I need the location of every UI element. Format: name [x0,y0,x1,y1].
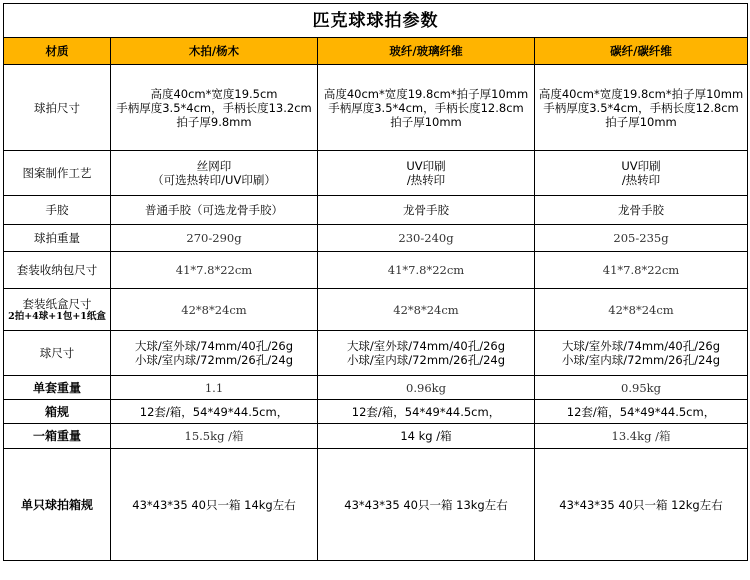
ball-fiberglass-line: 大球/室外球/74mm/40孔/26g [346,339,506,353]
row-bag-size [4,252,748,289]
grip-carbon: 龙骨手胶 [535,196,748,225]
weight-fiberglass: 230-240g [318,225,535,252]
row-label: 球尺寸 [4,331,111,376]
title-row [4,4,748,38]
row-label: 球拍重量 [4,225,111,252]
size-carbon-line: 手柄厚度3.5*4cm，手柄长度12.8cm [543,100,739,115]
bag-fiberglass: 41*7.8*22cm [318,252,535,289]
row-paddle-size [4,65,748,151]
row-carton-weight [4,424,748,449]
size-carbon-line: 高度40cm*宽度19.8cm*拍子厚10mm [538,86,744,101]
set-weight-carbon: 0.95kg [535,376,748,400]
header-carbon: 碳纤/碳纤维 [535,38,748,65]
carton-weight-wood: 15.5kg /箱 [111,424,318,449]
single-carton-carbon: 43*43*35 40只一箱 12kg左右 [535,449,748,561]
bag-carbon: 41*7.8*22cm [535,252,748,289]
row-label [4,289,111,331]
row-ball-size [4,331,748,376]
ball-wood-line: 大球/室外球/74mm/40孔/26g [134,339,294,353]
row-box-size [4,289,748,331]
page-title: 匹克球球拍参数 [4,4,748,38]
pattern-carbon-line: UV印刷 [621,159,661,173]
header-row [4,38,748,65]
size-fiberglass-line: 拍子厚10mm [390,114,462,129]
row-label: 图案制作工艺 [4,151,111,196]
pattern-wood-line: 丝网印 [196,159,232,173]
single-carton-wood: 43*43*35 40只一箱 14kg左右 [111,449,318,561]
ball-carbon-line: 大球/室外球/74mm/40孔/26g [561,339,721,353]
pattern-fiberglass-line: /热转印 [406,173,446,187]
pattern-carbon [535,151,748,196]
ball-fiberglass-line: 小球/室内球/72mm/26孔/24g [346,353,506,367]
pattern-wood-line: （可选热转印/UV印刷） [152,173,276,187]
box-carbon: 42*8*24cm [535,289,748,331]
size-wood-line: 高度40cm*宽度19.5cm [150,86,278,101]
size-wood-line: 拍子厚9.8mm [176,114,252,129]
pattern-fiberglass [318,151,535,196]
pattern-carbon-line: /热转印 [621,173,661,187]
size-fiberglass [318,65,535,151]
row-label: 一箱重量 [4,424,111,449]
set-weight-fiberglass: 0.96kg [318,376,535,400]
row-label: 手胶 [4,196,111,225]
carton-fiberglass: 12套/箱，54*49*44.5cm， [318,400,535,424]
size-fiberglass-line: 手柄厚度3.5*4cm，手柄长度12.8cm [328,100,524,115]
box-wood: 42*8*24cm [111,289,318,331]
pattern-wood [111,151,318,196]
row-paddle-weight [4,225,748,252]
grip-wood: 普通手胶（可选龙骨手胶） [111,196,318,225]
grip-fiberglass: 龙骨手胶 [318,196,535,225]
box-label: 套装纸盒尺寸 [22,296,92,311]
header-fiberglass: 玻纤/玻璃纤维 [318,38,535,65]
row-label: 单只球拍箱规 [4,449,111,561]
size-fiberglass-line: 高度40cm*宽度19.8cm*拍子厚10mm [323,86,529,101]
ball-wood [111,331,318,376]
box-fiberglass: 42*8*24cm [318,289,535,331]
carton-weight-fiberglass: 14 kg /箱 [318,424,535,449]
row-single-carton [4,449,748,561]
spec-table [3,3,748,561]
row-set-weight [4,376,748,400]
size-carbon-line: 拍子厚10mm [605,114,677,129]
row-label: 套装收纳包尺寸 [4,252,111,289]
bag-wood: 41*7.8*22cm [111,252,318,289]
carton-wood: 12套/箱，54*49*44.5cm， [111,400,318,424]
size-wood-line: 手柄厚度3.5*4cm，手柄长度13.2cm [116,100,312,115]
header-label: 材质 [4,38,111,65]
weight-wood: 270-290g [111,225,318,252]
pattern-fiberglass-line: UV印刷 [406,159,446,173]
single-carton-fiberglass: 43*43*35 40只一箱 13kg左右 [318,449,535,561]
row-pattern-process [4,151,748,196]
row-label: 球拍尺寸 [4,65,111,151]
ball-wood-line: 小球/室内球/72mm/26孔/24g [134,353,294,367]
size-carbon [535,65,748,151]
carton-carbon: 12套/箱，54*49*44.5cm， [535,400,748,424]
row-label: 单套重量 [4,376,111,400]
ball-carbon-line: 小球/室内球/72mm/26孔/24g [561,353,721,367]
ball-carbon [535,331,748,376]
set-weight-wood: 1.1 [111,376,318,400]
carton-weight-carbon: 13.4kg /箱 [535,424,748,449]
size-wood [111,65,318,151]
row-label: 箱规 [4,400,111,424]
box-sublabel: 2拍+4球+1包+1纸盒 [8,310,106,322]
row-carton [4,400,748,424]
weight-carbon: 205-235g [535,225,748,252]
header-wood: 木拍/杨木 [111,38,318,65]
row-grip [4,196,748,225]
ball-fiberglass [318,331,535,376]
